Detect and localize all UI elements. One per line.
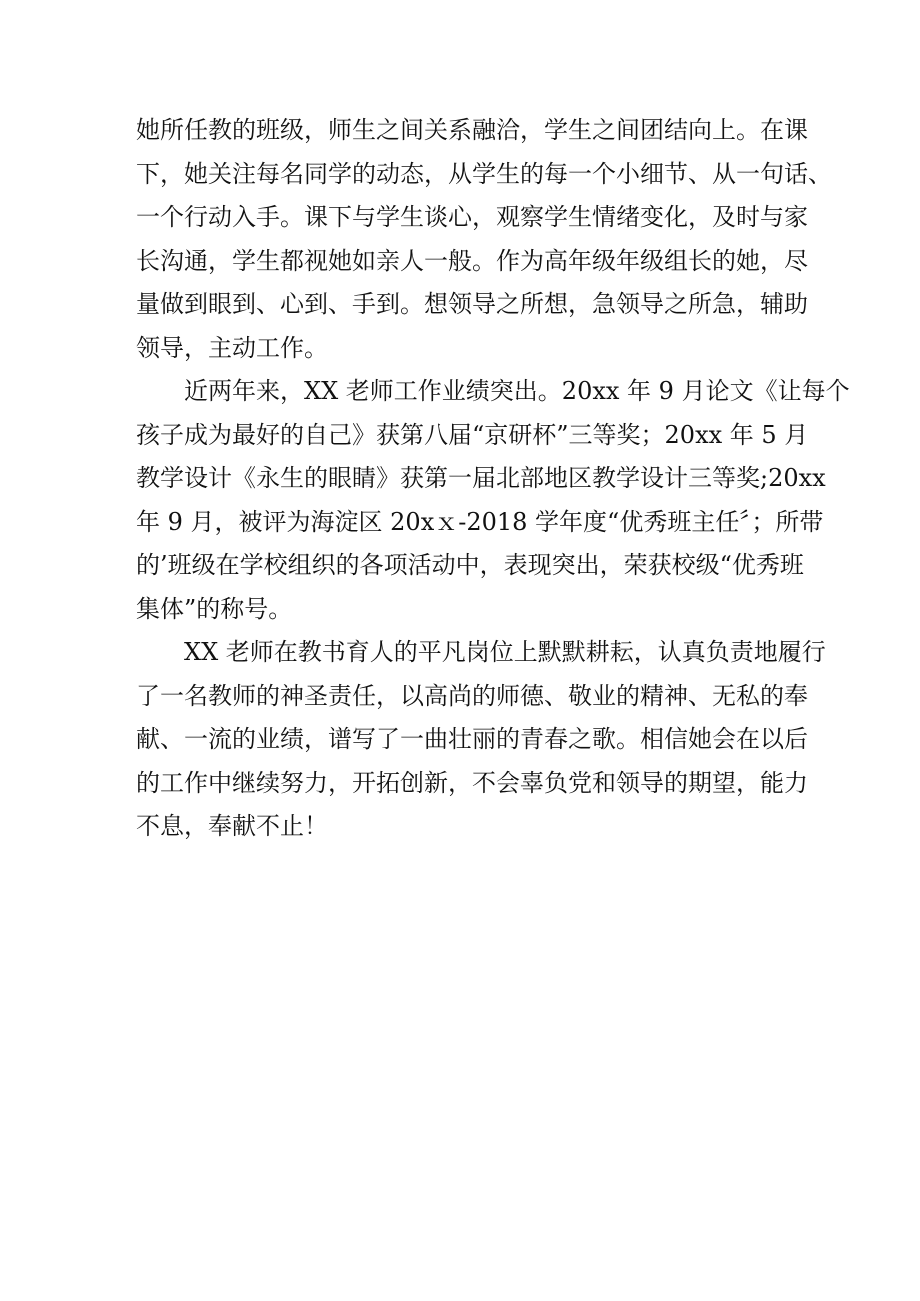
document-body <box>136 109 850 849</box>
text-line: XX 老师在教书育人的平凡岗位上默默耕耘，认真负责地履行 <box>184 638 826 666</box>
text-line: 了一名教师的神圣责任，以高尚的师德、敬业的精神、无私的奉 <box>136 681 808 710</box>
text-line: 近两年来，XX 老师工作业绩突出。20xx 年 9 月论文《让每个 <box>184 377 850 405</box>
text-line: 献、一流的业绩，谱写了一曲壮丽的青春之歌。相信她会在以后 <box>136 725 808 753</box>
paragraph-2 <box>136 370 850 631</box>
text-line: 她所任教的班级，师生之间关系融洽，学生之间团结向上。在课 <box>136 116 808 144</box>
text-line: 集体”的称号。 <box>136 594 293 623</box>
text-line: 下，她关注每名同学的动态，从学生的每一个小细节、从一句话、 <box>136 159 832 188</box>
text-line: 一个行动入手。课下与学生谈心，观察学生情绪变化，及时与家 <box>136 203 808 231</box>
text-line: 孩子成为最好的自己》获第八届“京研杯”三等奖；20xx 年 5 月 <box>136 420 809 449</box>
text-line: 量做到眼到、心到、手到。想领导之所想，急领导之所急，辅助 <box>136 290 808 318</box>
text-line: 不息，奉献不止！ <box>136 812 328 840</box>
text-line: 的工作中继续努力，开拓创新，不会辜负党和领导的期望，能力 <box>136 768 808 797</box>
paragraph-3 <box>136 631 826 849</box>
text-line: 领导，主动工作。 <box>136 333 328 362</box>
paragraph-1 <box>136 109 832 370</box>
text-line: 年 9 月，被评为海淀区 20xｘ-2018 学年度“优秀班主任〞；所带 <box>136 507 824 536</box>
text-line: 教学设计《永生的眼睛》获第一届北部地区教学设计三等奖;20xx <box>136 464 826 492</box>
text-line: 的’班级在学校组织的各项活动中，表现突出，荣获校级“优秀班 <box>136 551 804 579</box>
text-line: 长沟通，学生都视她如亲人一般。作为高年级年级组长的她，尽 <box>136 246 808 275</box>
